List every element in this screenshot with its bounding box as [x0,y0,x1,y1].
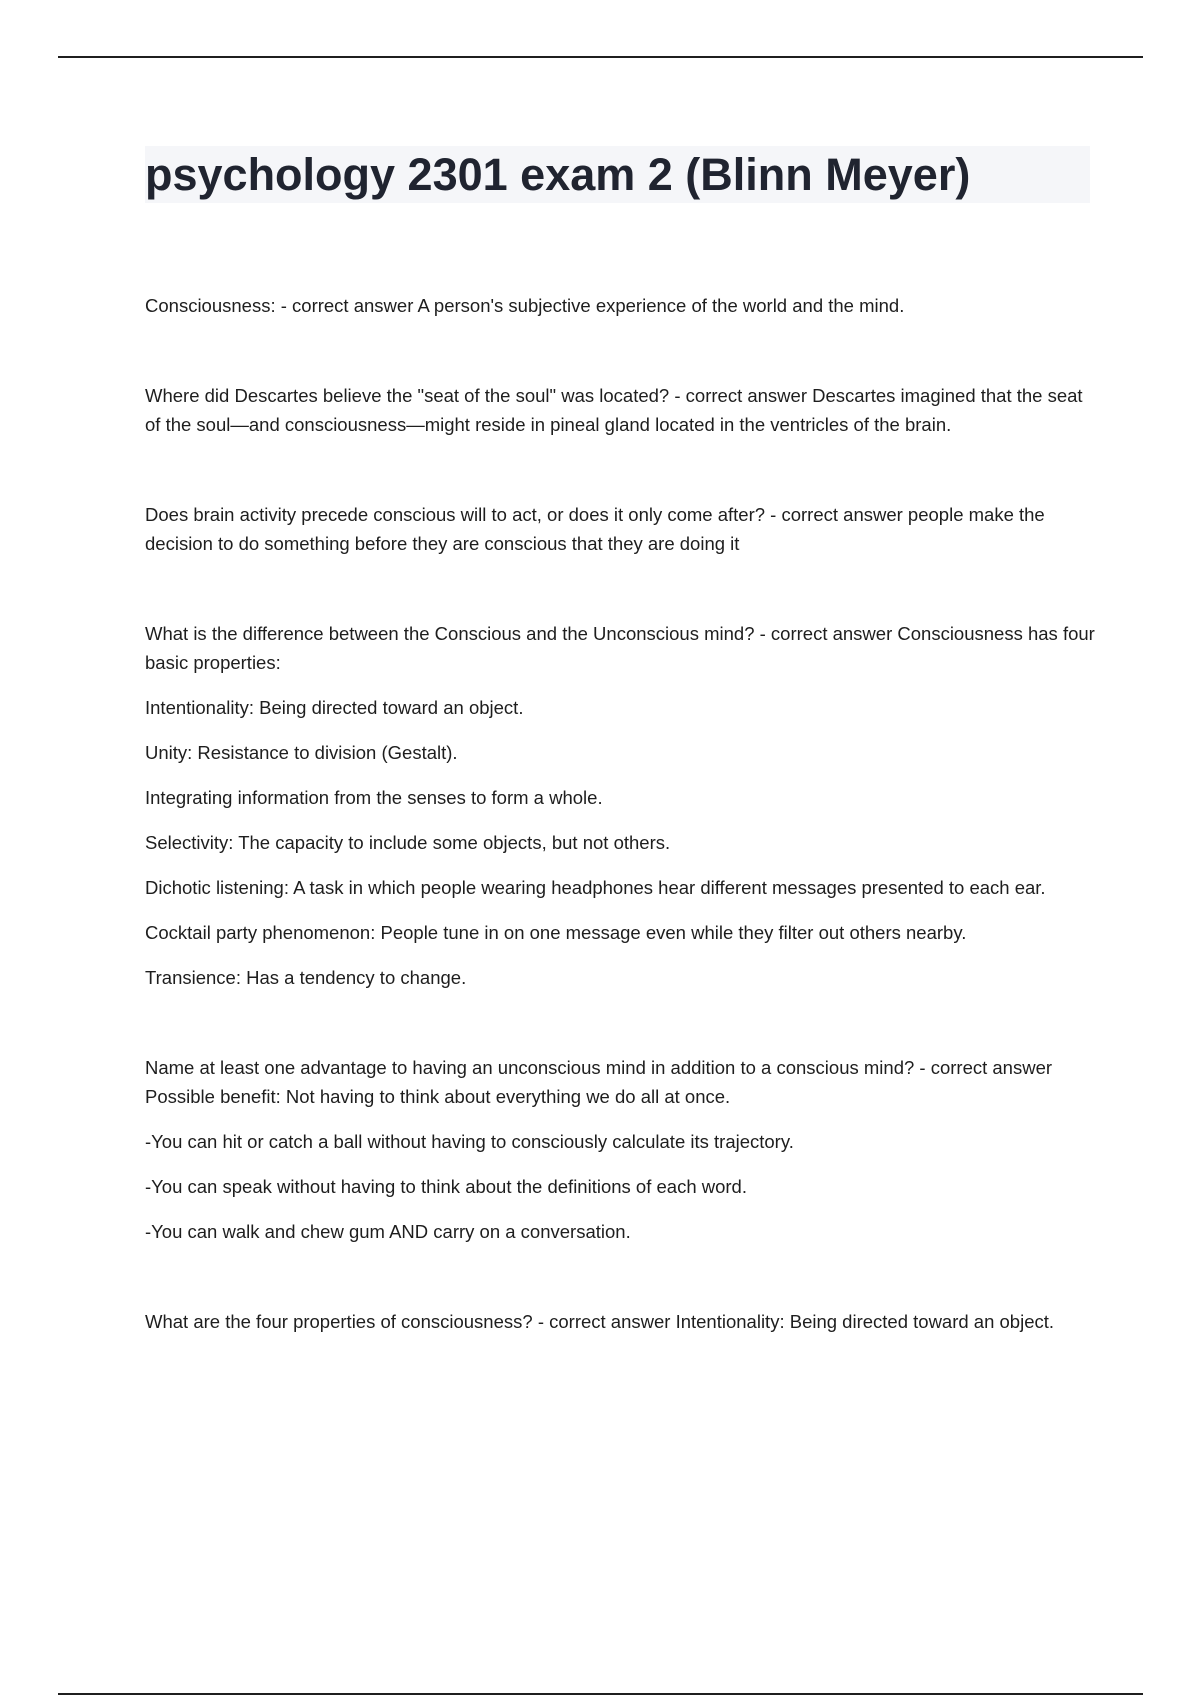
qa-paragraph: -You can walk and chew gum AND carry on a conversation. [145,1221,631,1242]
qa-paragraph: Transience: Has a tendency to change. [145,967,467,988]
qa-paragraph: Intentionality: Being directed toward an object. [145,697,524,718]
qa-item [145,1307,1095,1336]
qa-paragraph: Cocktail party phenomenon: People tune in on one message even while they filter out others nearby. [145,922,967,943]
qa-paragraph: Dichotic listening: A task in which people wearing headphones hear different messages presented to each ear. [145,877,1046,898]
qa-item [145,619,1095,992]
qa-paragraph: Unity: Resistance to division (Gestalt). [145,742,458,763]
document-body [145,291,1095,1352]
qa-paragraph: Consciousness: - correct answer A person's subjective experience of the world and the mind. [145,295,905,316]
qa-item [145,500,1095,558]
qa-paragraph: Selectivity: The capacity to include some objects, but not others. [145,832,671,853]
qa-paragraph: Where did Descartes believe the "seat of the soul" was located? - correct answer Descartes imagined that the seat of the soul—and consciousness—might reside in pineal gland located in the ventricles of the brain. [145,385,1083,435]
qa-paragraph: What is the difference between the Conscious and the Unconscious mind? - correct answer Consciousness has four basic properties: [145,623,1095,673]
document-title: psychology 2301 exam 2 (Blinn Meyer) [145,149,971,200]
qa-item [145,291,1095,320]
qa-item [145,1053,1095,1246]
bottom-rule [58,1693,1143,1695]
qa-paragraph: Name at least one advantage to having an unconscious mind in addition to a conscious mind? - correct answer Possible benefit: Not having to think about everything we do all at once. [145,1057,1053,1107]
qa-paragraph: Integrating information from the senses to form a whole. [145,787,603,808]
qa-paragraph: -You can hit or catch a ball without having to consciously calculate its trajectory. [145,1131,794,1152]
qa-paragraph: -You can speak without having to think about the definitions of each word. [145,1176,747,1197]
qa-paragraph: Does brain activity precede conscious will to act, or does it only come after? - correct answer people make the decision to do something before they are conscious that they are doing it [145,504,1045,554]
qa-item [145,381,1095,439]
top-rule [58,56,1143,58]
qa-paragraph: What are the four properties of consciousness? - correct answer Intentionality: Being directed toward an object. [145,1311,1055,1332]
